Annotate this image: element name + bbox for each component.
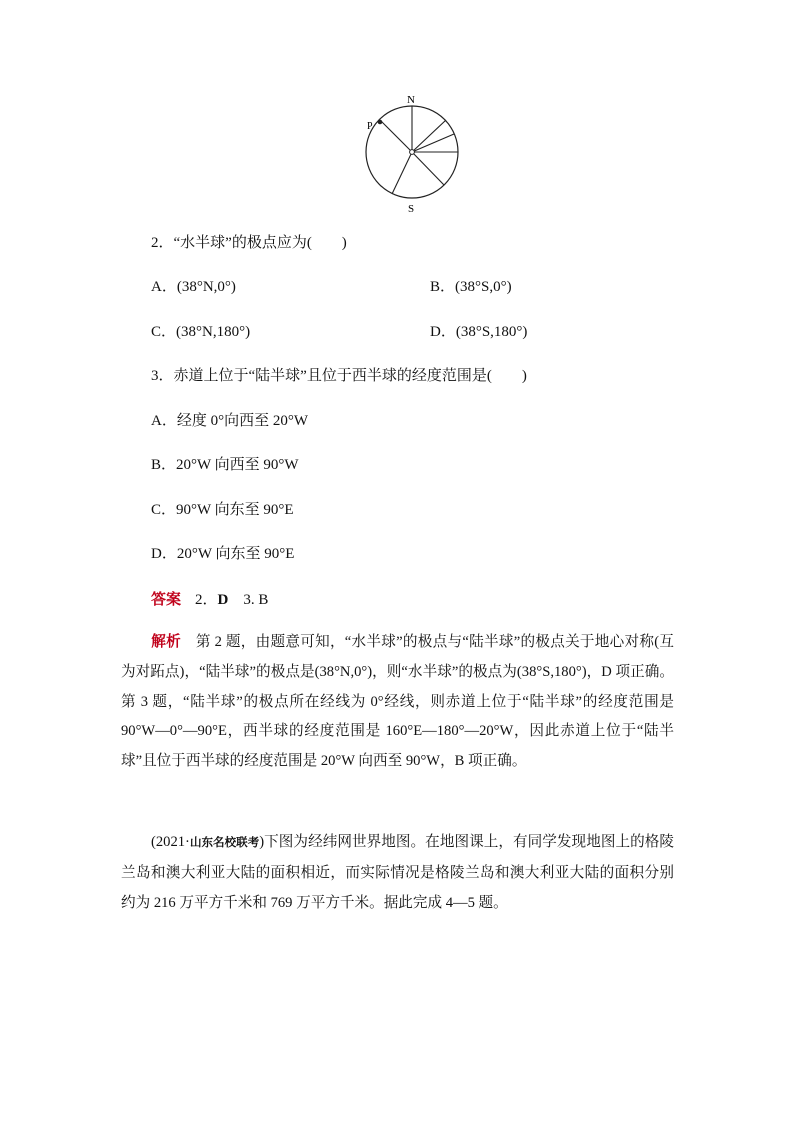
analysis-paragraph [121, 628, 674, 777]
intro-source-close: ) [259, 834, 265, 850]
question-3-option-c: C．90°W 向东至 90°E [151, 502, 294, 518]
label-p: P [367, 121, 373, 132]
question-2-option-a: A．(38°N,0°) [151, 279, 236, 295]
intro-paragraph [121, 828, 674, 918]
question-2-option-c: C．(38°N,180°) [151, 324, 251, 340]
answer-q2: D [217, 592, 229, 608]
question-3-option-d: D．20°W 向东至 90°E [151, 546, 295, 562]
radius-ne-lower [412, 134, 454, 152]
answer-label: 答案 [151, 592, 182, 608]
question-3-stem: 3．赤道上位于“陆半球”且位于西半球的经度范围是( ) [151, 368, 527, 384]
label-s: S [408, 203, 415, 215]
analysis-label: 解析 [151, 634, 182, 650]
answer-q3: 3. B [228, 592, 269, 608]
answer-part1: 2． [195, 592, 218, 608]
intro-body: 下图为经纬网世界地图。在地图课上，有同学发现地图上的格陵兰岛和澳大利亚大陆的面积相近，而实际情况是格陵兰岛和澳大利亚大陆的面积分别约为 216 万平方千米和 769 万平方千米。据此完成 4—5 题。 [121, 834, 674, 911]
intro-source-open: (2021· [151, 834, 190, 850]
analysis-body: 第 2 题，由题意可知，“水半球”的极点与“陆半球”的极点关于地心对称(互为对跖点)，“陆半球”的极点是(38°N,0°)，则“水半球”的极点为(38°S,180°)，D 项正确。第 3 题，“陆半球”的极点所在经线为 0°经线，则赤道上位于“陆半球”的经度范围是 90°W—0°—90°E，西半球的经度范围是 160°E—180°—20°W，因此赤道上位于“陆半球”且位于西半球的经度范围是 20°W 向西至 90°W，B 项正确。 [121, 634, 674, 770]
center-point [410, 150, 415, 155]
radius-se [412, 152, 444, 185]
intro-source: 山东名校联考 [189, 837, 260, 849]
point-p [378, 120, 383, 125]
question-2-stem: 2．“水半球”的极点应为( ) [151, 235, 347, 251]
hemisphere-svg [362, 90, 466, 218]
question-3-option-b: B．20°W 向西至 90°W [151, 457, 299, 473]
hemisphere-diagram [362, 90, 466, 218]
radius-ne-upper [412, 120, 446, 152]
answer-line [151, 590, 268, 610]
radius-sw [392, 152, 412, 194]
label-n: N [407, 94, 415, 106]
question-2-option-d: D．(38°S,180°) [430, 324, 528, 340]
radius-p [380, 120, 412, 152]
question-3-option-a: A．经度 0°向西至 20°W [151, 413, 308, 429]
question-2-option-b: B．(38°S,0°) [430, 279, 512, 295]
